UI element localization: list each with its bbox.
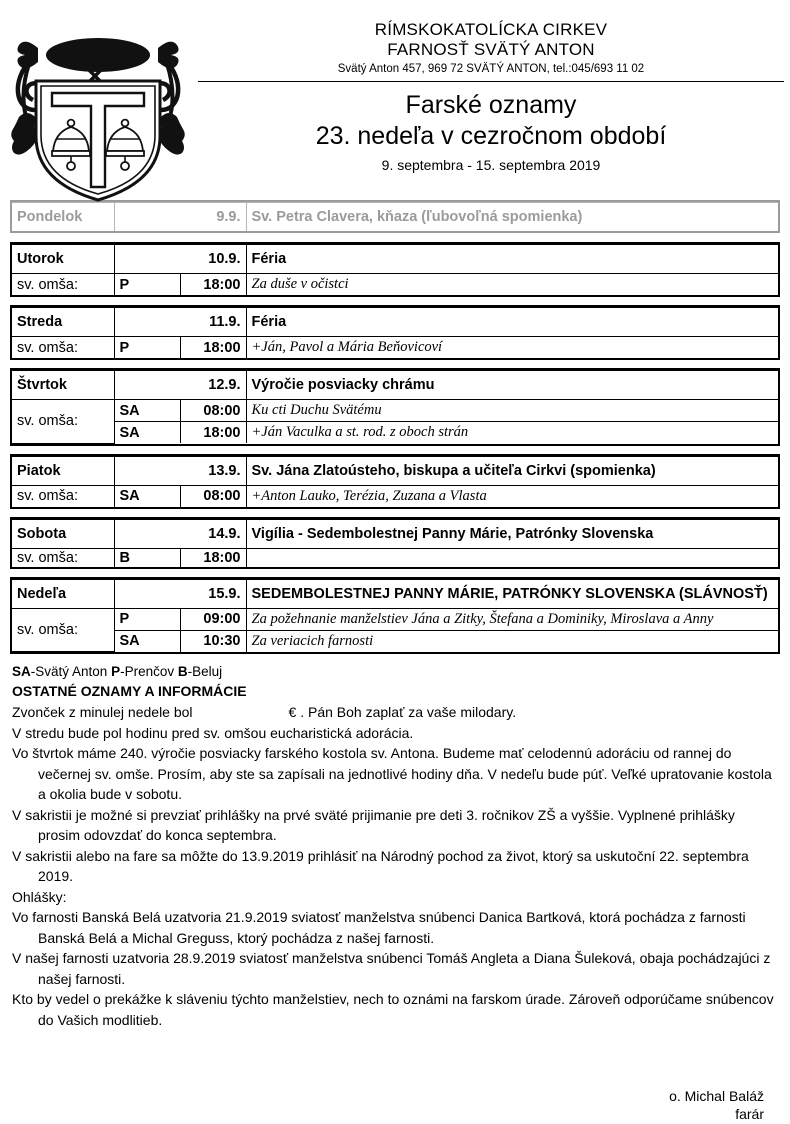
feast-name: Výročie posviacky chrámu [246, 371, 778, 400]
signature-block [669, 1088, 764, 1122]
schedule-table [12, 370, 778, 444]
announcement-text: Vo štvrtok máme 240. výročie posviacky farského kostola sv. Antona. Budeme mať celodennú adoráciu od rannej do večernej sv. omše. Prosím, aby ste sa zapísali na jednotlivé hodiny dňa. V nedeľu bude púť. Veľké upratovanie kostola a okolia bude v sobotu. [12, 745, 772, 802]
announcement-item [12, 805, 780, 846]
announcements-heading: OSTATNÉ OZNAMY A INFORMÁCIE [12, 683, 247, 699]
schedule-block [10, 200, 780, 233]
mass-label: sv. omša: [12, 485, 114, 507]
header-text-block [196, 20, 790, 175]
mass-row [12, 400, 778, 422]
schedule-table [12, 202, 778, 231]
page-subtitle: 23. nedeľa v cezročnom období [315, 122, 667, 150]
schedule-day-row [12, 456, 778, 485]
mass-label: sv. omša: [12, 608, 114, 652]
mass-intention: +Ján Vaculka a st. rod. z oboch strán [246, 422, 778, 444]
mass-intention: Za veriacich farnosti [246, 630, 778, 652]
mass-row [12, 485, 778, 507]
mass-intention: +Anton Lauko, Terézia, Zuzana a Vlasta [246, 485, 778, 507]
coat-of-arms-icon [0, 20, 196, 202]
day-name: Streda [12, 308, 114, 337]
mass-row [12, 274, 778, 296]
mass-label: sv. omša: [12, 548, 114, 567]
mass-location-code: P [114, 274, 180, 296]
announcement-text: Vo farnosti Banská Belá uzatvoria 21.9.2019 sviatosť manželstva snúbenci Danica Bartková, ktorá pochádza z farnosti Banská Belá a Michal Greguss, ktorý pochádza z našej farnosti. [12, 909, 746, 946]
feast-name: Sv. Petra Clavera, kňaza (ľubovoľná spomienka) [246, 203, 778, 232]
signer-title: farár [735, 1106, 764, 1122]
mass-row [12, 630, 778, 652]
day-date: 12.9. [114, 371, 246, 400]
schedule-block [10, 368, 780, 446]
mass-label: sv. omša: [12, 400, 114, 444]
schedule-block [10, 517, 780, 569]
schedule-table [12, 579, 778, 653]
announcement-item [12, 989, 780, 1030]
mass-time: 18:00 [180, 337, 246, 359]
weekly-schedule [10, 200, 780, 654]
announcement-item [12, 948, 780, 989]
page-title: Farské oznamy [405, 91, 577, 119]
schedule-table [12, 244, 778, 295]
document-header [0, 0, 790, 196]
mass-row [12, 337, 778, 359]
announcement-text: V sakristii alebo na fare sa môžte do 13.9.2019 prihlásiť na Národný pochod za život, ktorý sa uskutoční 22. septembra 2019. [12, 847, 749, 884]
mass-location-code: P [114, 608, 180, 630]
banns-heading-text: Ohlášky: [12, 888, 67, 905]
schedule-table [12, 519, 778, 567]
mass-intention: +Ján, Pavol a Mária Beňovicoví [246, 337, 778, 359]
mass-location-code: SA [114, 630, 180, 652]
feast-name: Sv. Jána Zlatoústeho, biskupa a učiteľa Cirkvi (spomienka) [246, 456, 778, 485]
mass-intention: Za duše v očistci [246, 274, 778, 296]
mass-location-code: P [114, 337, 180, 359]
announcement-text: V našej farnosti uzatvoria 28.9.2019 sviatosť manželstva snúbenci Tomáš Angleta a Diana Šuleková, obaja pochádzajúci z našej farnosti. [12, 950, 771, 987]
schedule-block [10, 577, 780, 655]
announcement-text: Kto by vedel o prekážke k sláveniu týchto manželstiev, nech to oznámi na farskom úrade. Zároveň odporúčame snúbencov do Vašich modlitieb. [12, 991, 774, 1028]
announcement-text: V stredu bude pol hodinu pred sv. omšou eucharistická adorácia. [12, 724, 414, 741]
day-date: 11.9. [114, 308, 246, 337]
mass-location-code: B [114, 548, 180, 567]
day-date: 14.9. [114, 519, 246, 548]
mass-row [12, 422, 778, 444]
announcement-item [12, 907, 780, 948]
day-date: 9.9. [114, 203, 246, 232]
feast-name: Féria [246, 308, 778, 337]
mass-time: 09:00 [180, 608, 246, 630]
legend-code-sa: SA [12, 664, 31, 679]
feast-name: SEDEMBOLESTNEJ PANNY MÁRIE, PATRÓNKY SLOVENSKA (SLÁVNOSŤ) [246, 579, 778, 608]
legend-text-sa: -Svätý Anton [30, 664, 112, 679]
day-name: Sobota [12, 519, 114, 548]
day-date: 13.9. [114, 456, 246, 485]
day-name: Pondelok [12, 203, 114, 232]
schedule-block [10, 305, 780, 360]
feast-name: Féria [246, 245, 778, 274]
legend-code-p: P [111, 664, 121, 679]
organization-name-line1: RÍMSKOKATOLÍCKA CIRKEV [374, 20, 608, 39]
mass-time: 08:00 [180, 400, 246, 422]
mass-label: sv. omša: [12, 274, 114, 296]
mass-time: 18:00 [180, 422, 246, 444]
parish-address: Svätý Anton 457, 969 72 SVÄTÝ ANTON, tel.:045/693 11 02 [337, 63, 645, 75]
day-date: 15.9. [114, 579, 246, 608]
announcement-item [12, 723, 780, 744]
mass-intention: Za požehnanie manželstiev Jána a Zitky, Štefana a Dominiky, Miroslava a Anny [246, 608, 778, 630]
day-name: Utorok [12, 245, 114, 274]
announcement-collection-text: Zvonček z minulej nedele bol [12, 704, 193, 720]
schedule-table [12, 307, 778, 358]
announcement-collection-thanks: € . Pán Boh zaplať za vaše milodary. [288, 704, 517, 720]
mass-location-code: SA [114, 400, 180, 422]
mass-location-code: SA [114, 485, 180, 507]
signer-name: o. Michal Baláž [669, 1088, 764, 1104]
legend-text-p: -Prenčov [120, 664, 178, 679]
schedule-block [10, 242, 780, 297]
feast-name: Vigília - Sedembolestnej Panny Márie, Patrónky Slovenska [246, 519, 778, 548]
schedule-day-row [12, 371, 778, 400]
announcements-section [12, 662, 780, 1030]
mass-time: 10:30 [180, 630, 246, 652]
mass-row [12, 608, 778, 630]
announcement-item [12, 846, 780, 887]
legend-text-b: -Beluj [187, 664, 223, 679]
announcement-item [12, 702, 780, 723]
schedule-day-row [12, 203, 778, 232]
mass-label: sv. omša: [12, 337, 114, 359]
mass-intention: Ku cti Duchu Svätému [246, 400, 778, 422]
mass-time: 18:00 [180, 548, 246, 567]
schedule-day-row [12, 308, 778, 337]
mass-intention [246, 548, 778, 567]
schedule-day-row [12, 245, 778, 274]
location-code-legend [12, 662, 780, 681]
date-range: 9. septembra - 15. septembra 2019 [381, 157, 601, 173]
mass-time: 08:00 [180, 485, 246, 507]
announcement-text: V sakristii je možné si prevziať prihlášky na prvé sväté prijimanie pre deti 3. ročnikov ZŠ a vyššie. Vyplnené prihlášky prosim odovzdať do konca septembra. [12, 806, 735, 843]
schedule-day-row [12, 519, 778, 548]
schedule-day-row [12, 579, 778, 608]
schedule-block [10, 454, 780, 509]
day-name: Piatok [12, 456, 114, 485]
banns-heading [12, 887, 780, 908]
announcement-item [12, 743, 780, 805]
day-date: 10.9. [114, 245, 246, 274]
day-name: Nedeľa [12, 579, 114, 608]
organization-name-line2: FARNOSŤ SVÄTÝ ANTON [387, 40, 595, 59]
header-divider [198, 81, 784, 82]
day-name: Štvrtok [12, 371, 114, 400]
schedule-table [12, 456, 778, 507]
legend-code-b: B [177, 664, 188, 679]
mass-location-code: SA [114, 422, 180, 444]
mass-row [12, 548, 778, 567]
mass-time: 18:00 [180, 274, 246, 296]
